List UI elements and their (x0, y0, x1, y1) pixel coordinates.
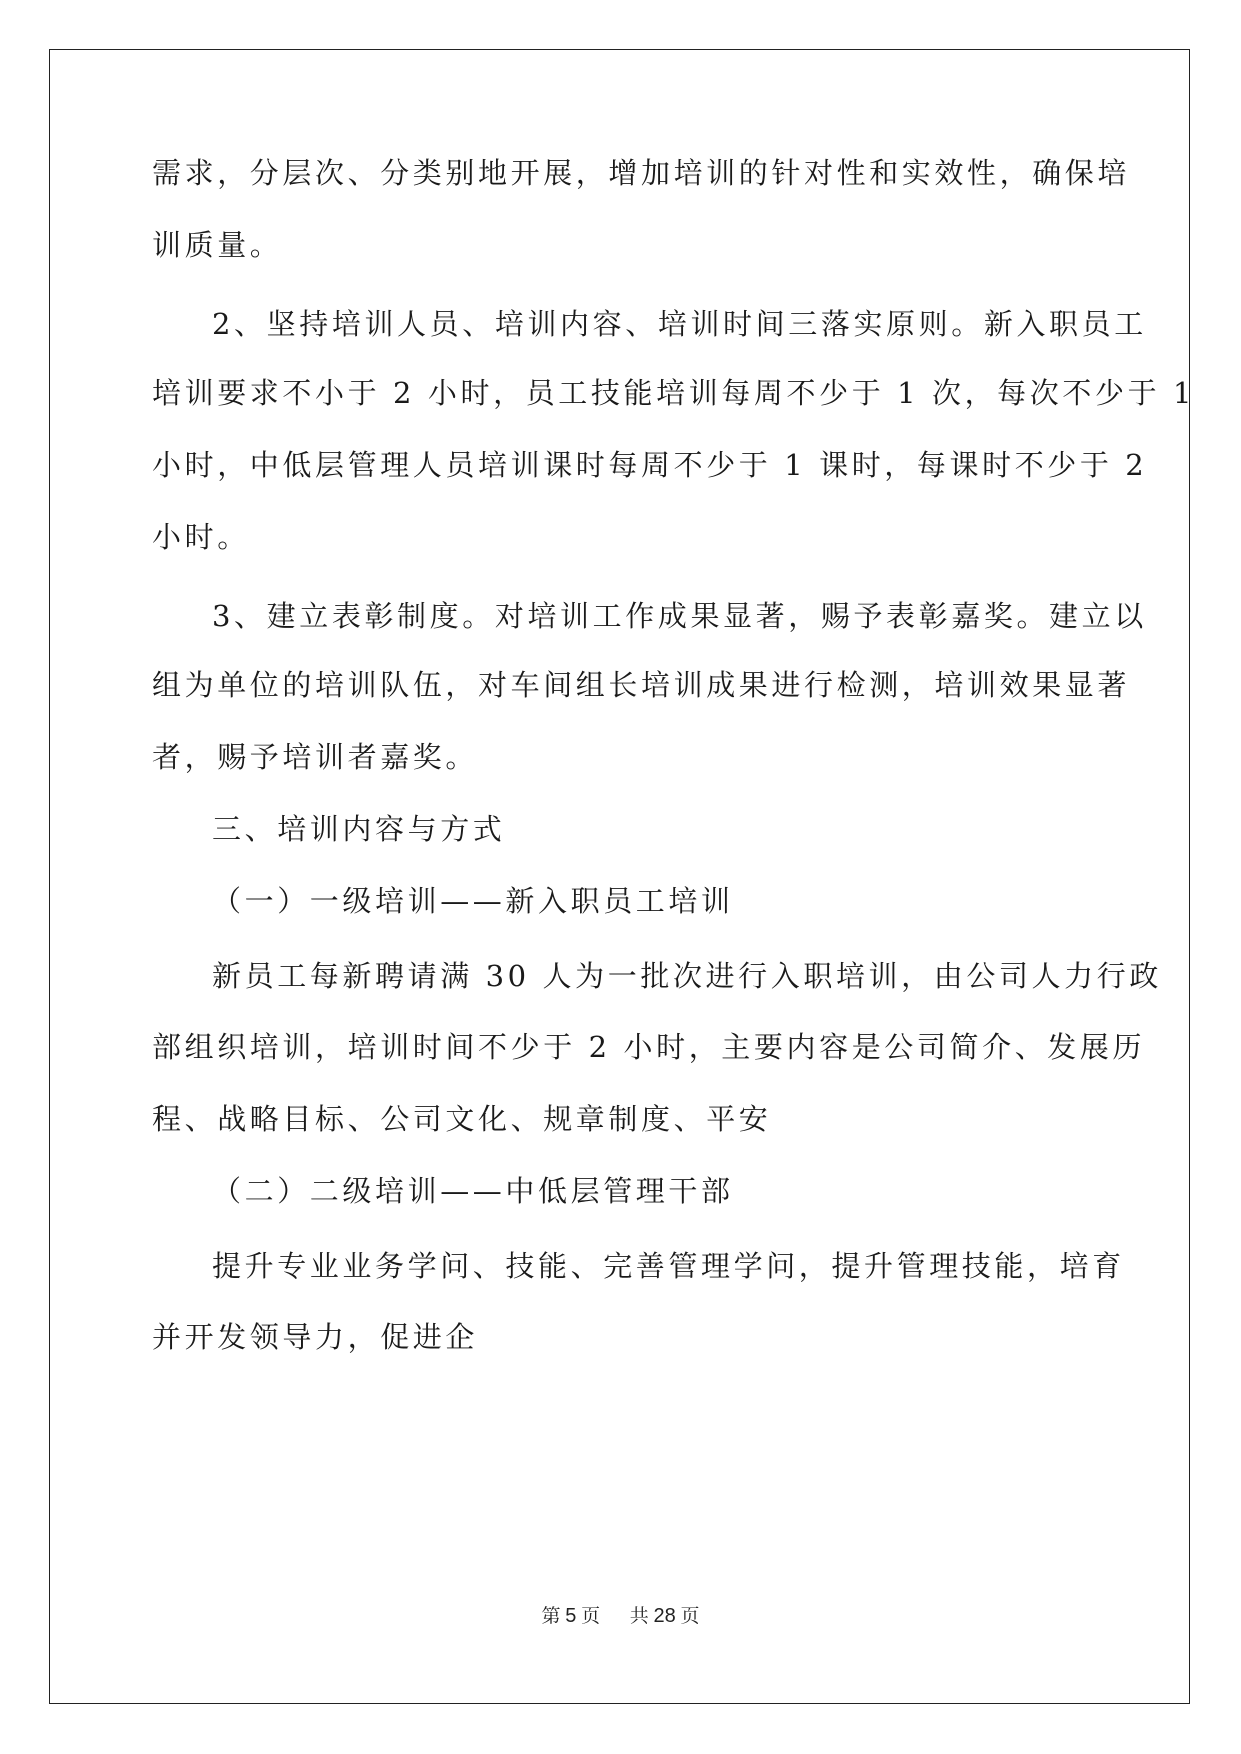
subsection-heading: （一）一级培训——新入职员工培训 (212, 884, 734, 918)
text-line: 提升专业业务学问、技能、完善管理学问，提升管理技能，培育 (212, 1249, 1125, 1283)
text-line: 3、建立表彰制度。对培训工作成果显著，赐予表彰嘉奖。建立以 (212, 599, 1147, 633)
page-prefix: 第 (541, 1606, 561, 1627)
text-line: 小时，中低层管理人员培训课时每周不少于 1 课时，每课时不少于 2 (152, 448, 1148, 482)
text-line: 程、战略目标、公司文化、规章制度、平安 (152, 1102, 772, 1136)
text-line: 部组织培训，培训时间不少于 2 小时，主要内容是公司简介、发展历 (152, 1030, 1146, 1064)
text-line: 2、坚持培训人员、培训内容、培训时间三落实原则。新入职员工 (212, 307, 1147, 341)
subsection-heading: （二）二级培训——中低层管理干部 (212, 1174, 734, 1208)
page-footer (0, 1604, 1241, 1629)
text-line: 并开发领导力，促进企 (152, 1320, 479, 1354)
text-line: 者，赐予培训者嘉奖。 (152, 740, 479, 774)
page-suffix: 页 (581, 1606, 601, 1627)
total-suffix: 页 (680, 1606, 700, 1627)
page-current: 5 (565, 1605, 577, 1627)
text-line: 培训要求不小于 2 小时，员工技能培训每周不少于 1 次，每次不少于 1 (152, 376, 1196, 410)
text-line: 需求，分层次、分类别地开展，增加培训的针对性和实效性，确保培 (152, 156, 1131, 190)
text-line: 组为单位的培训队伍，对车间组长培训成果进行检测，培训效果显著 (152, 668, 1131, 702)
text-line: 训质量。 (152, 228, 283, 262)
total-prefix: 共 (629, 1606, 649, 1627)
text-line: 小时。 (152, 520, 250, 554)
page-border (49, 49, 1190, 1704)
section-heading: 三、培训内容与方式 (212, 812, 506, 846)
page-total: 28 (653, 1605, 676, 1627)
text-line: 新员工每新聘请满 30 人为一批次进行入职培训，由公司人力行政 (212, 959, 1162, 993)
